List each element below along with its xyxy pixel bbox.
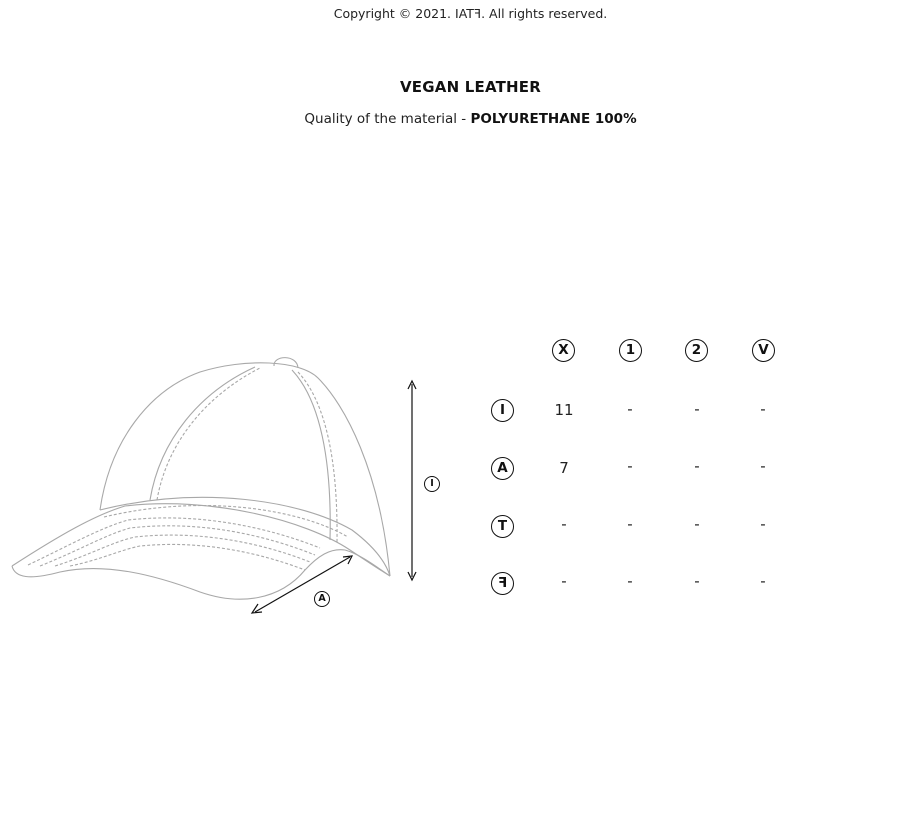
brim-arrow-icon <box>252 556 352 613</box>
table-cell: - <box>561 515 567 533</box>
table-cell: - <box>694 515 700 533</box>
cap-brim-top <box>12 504 390 576</box>
product-title: VEGAN LEATHER <box>400 78 541 96</box>
table-cell: 7 <box>559 459 569 477</box>
copyright-notice: Copyright © 2021. IATꟻ. All rights reserved. <box>333 6 608 21</box>
cap-seam-right <box>292 370 330 540</box>
col-header-x: X <box>552 339 575 362</box>
cap-brim-bottom <box>12 550 390 599</box>
col-header-1: 1 <box>619 339 642 362</box>
height-arrow-icon <box>408 381 416 580</box>
table-cell: - <box>561 572 567 590</box>
table-cell: - <box>627 457 633 475</box>
height-marker: I <box>424 476 440 492</box>
table-cell: - <box>627 515 633 533</box>
table-cell: - <box>694 400 700 418</box>
table-cell: - <box>694 457 700 475</box>
row-marker-i: I <box>491 399 514 422</box>
row-marker-t: T <box>491 515 514 538</box>
baseball-cap-outline-icon <box>0 340 460 630</box>
table-cell: - <box>760 515 766 533</box>
table-cell: - <box>760 572 766 590</box>
col-header-2: 2 <box>685 339 708 362</box>
table-cell: - <box>760 457 766 475</box>
col-header-v: V <box>752 339 775 362</box>
brim-marker: A <box>314 591 330 607</box>
table-cell: - <box>627 572 633 590</box>
table-cell: - <box>760 400 766 418</box>
row-marker-a: A <box>491 457 514 480</box>
table-cell: - <box>694 572 700 590</box>
table-cell: - <box>627 400 633 418</box>
table-cell: 11 <box>554 401 574 419</box>
row-marker-f: F <box>491 572 514 595</box>
material-quality <box>0 111 921 127</box>
material-quality-label: Quality of the material - <box>304 111 471 127</box>
material-quality-value: POLYURETHANE 100% <box>470 111 637 127</box>
cap-crown-outline <box>100 363 390 576</box>
cap-seam-left <box>150 367 255 500</box>
